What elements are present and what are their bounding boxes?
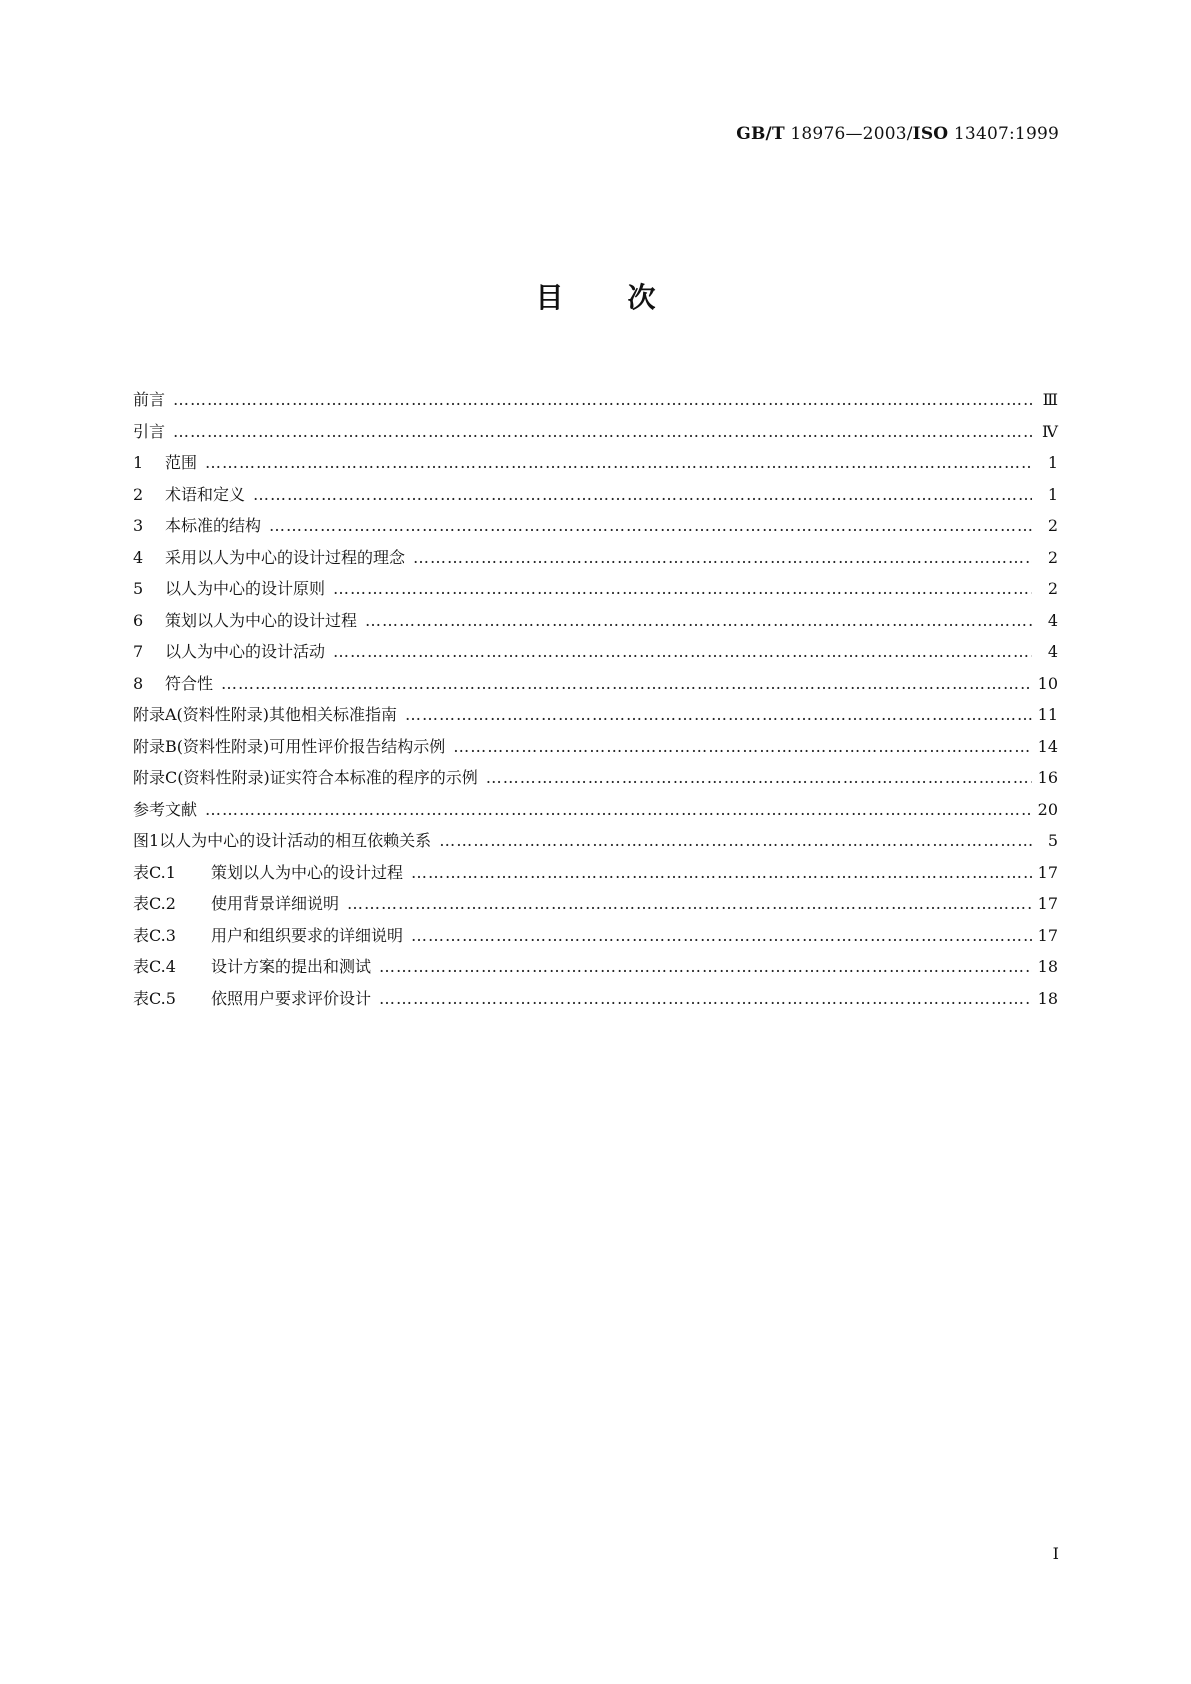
toc-entry-label: 依照用户要求评价设计 [211,988,372,1008]
toc-leader-dots [413,542,1032,574]
page-title [0,276,1191,316]
toc-leader-dots [269,510,1032,542]
toc-entry-label: 使用背景详细说明 [211,894,340,913]
toc-leader-dots [333,573,1032,605]
toc-entry-number: 8 [133,673,144,693]
toc-entry-label: 图1以人为中心的设计活动的相互依赖关系 [133,831,432,850]
toc-entry[interactable] [133,573,1058,605]
toc-entry[interactable] [133,605,1058,637]
toc-entry-page: 1 [1047,484,1058,504]
toc-entry-number: 7 [133,642,144,661]
toc-entry-page: 16 [1037,768,1058,787]
toc-entry-label: 引言 [133,421,166,441]
toc-entry-page: 11 [1037,705,1058,724]
toc-entry-label: 采用以人为中心的设计过程的理念 [165,547,406,567]
toc-entry[interactable] [133,983,1058,1015]
toc-leader-dots [379,951,1032,983]
toc-entry-label: 符合性 [165,673,214,693]
toc-leader-dots [453,731,1032,763]
toc-entry-number: 3 [133,516,144,535]
toc-leader-dots [205,794,1032,826]
toc-entry-page: Ⅲ [1042,390,1058,409]
page-title-char-1: 目 [535,281,564,314]
toc-entry-number: 1 [133,453,144,472]
toc-entry[interactable] [133,857,1058,889]
page-number: Ⅰ [1052,1544,1059,1563]
toc-leader-dots [221,668,1032,700]
standard-code [736,124,1059,144]
page-title-char-2: 次 [627,281,656,314]
toc-leader-dots [365,605,1032,637]
toc-entry-label: 以人为中心的设计活动 [165,642,326,661]
toc-entry[interactable] [133,542,1058,574]
toc-entry[interactable] [133,888,1058,920]
toc-entry-number: 表C.1 [133,862,176,882]
toc-entry-page: 17 [1037,894,1058,913]
toc-entry-page: 17 [1037,925,1058,945]
toc-entry[interactable] [133,384,1058,416]
toc-entry-label: 范围 [165,453,198,472]
toc-leader-dots [486,762,1032,794]
toc-entry-number: 表C.2 [133,894,176,913]
toc-entry-page: 4 [1047,642,1058,661]
standard-code-iso: ISO [912,124,949,144]
toc-entry[interactable] [133,416,1058,448]
toc-entry[interactable] [133,920,1058,952]
toc-entry-page: 18 [1037,957,1058,976]
toc-leader-dots [405,699,1032,731]
toc-entry[interactable] [133,668,1058,700]
toc-leader-dots [253,479,1032,511]
toc-entry-label: 前言 [133,390,166,409]
toc-entry-label: 以人为中心的设计原则 [165,579,326,598]
toc-entry-number: 6 [133,610,144,630]
toc-entry-number: 表C.4 [133,957,176,976]
toc-entry-label: 附录A(资料性附录)其他相关标准指南 [133,705,398,724]
table-of-contents [133,384,1058,1014]
toc-entry-label: 参考文献 [133,799,198,819]
standard-code-iso-number: 13407:1999 [948,124,1059,144]
toc-leader-dots [205,447,1032,479]
toc-entry-label: 附录C(资料性附录)证实符合本标准的程序的示例 [133,768,478,787]
toc-entry[interactable] [133,794,1058,826]
toc-leader-dots [333,636,1032,668]
toc-leader-dots [411,857,1032,889]
toc-entry-page: 5 [1047,831,1058,850]
toc-entry-number: 2 [133,484,144,504]
toc-leader-dots [411,920,1032,952]
toc-entry-page: Ⅳ [1042,421,1058,441]
toc-entry-page: 10 [1037,673,1058,693]
toc-leader-dots [347,888,1032,920]
toc-entry-page: 2 [1047,579,1058,598]
toc-entry-label: 策划以人为中心的设计过程 [211,862,404,882]
toc-entry-label: 附录B(资料性附录)可用性评价报告结构示例 [133,736,446,756]
toc-entry[interactable] [133,762,1058,794]
toc-entry[interactable] [133,636,1058,668]
toc-entry[interactable] [133,447,1058,479]
toc-entry-number: 表C.3 [133,925,176,945]
toc-leader-dots [379,983,1032,1015]
toc-entry[interactable] [133,951,1058,983]
toc-entry-label: 术语和定义 [165,484,246,504]
standard-code-prefix: GB/T [736,124,785,144]
toc-leader-dots [173,384,1032,416]
toc-entry-page: 17 [1037,862,1058,882]
toc-entry-number: 表C.5 [133,988,176,1008]
toc-entry-page: 2 [1047,547,1058,567]
toc-entry-page: 18 [1037,988,1058,1008]
toc-entry-label: 策划以人为中心的设计过程 [165,610,358,630]
toc-entry-page: 20 [1037,799,1058,819]
toc-entry[interactable] [133,731,1058,763]
toc-entry[interactable] [133,479,1058,511]
toc-entry-page: 14 [1037,736,1058,756]
toc-entry-page: 1 [1047,453,1058,472]
toc-entry[interactable] [133,510,1058,542]
toc-entry[interactable] [133,825,1058,857]
toc-entry-label: 本标准的结构 [165,516,262,535]
toc-entry-label: 设计方案的提出和测试 [211,957,372,976]
toc-leader-dots [439,825,1032,857]
toc-entry-page: 2 [1047,516,1058,535]
toc-entry[interactable] [133,699,1058,731]
toc-entry-number: 5 [133,579,144,598]
toc-entry-label: 用户和组织要求的详细说明 [211,925,404,945]
toc-leader-dots [173,416,1032,448]
toc-entry-number: 4 [133,547,144,567]
standard-code-number: 18976—2003/ [784,124,913,144]
toc-entry-page: 4 [1047,610,1058,630]
